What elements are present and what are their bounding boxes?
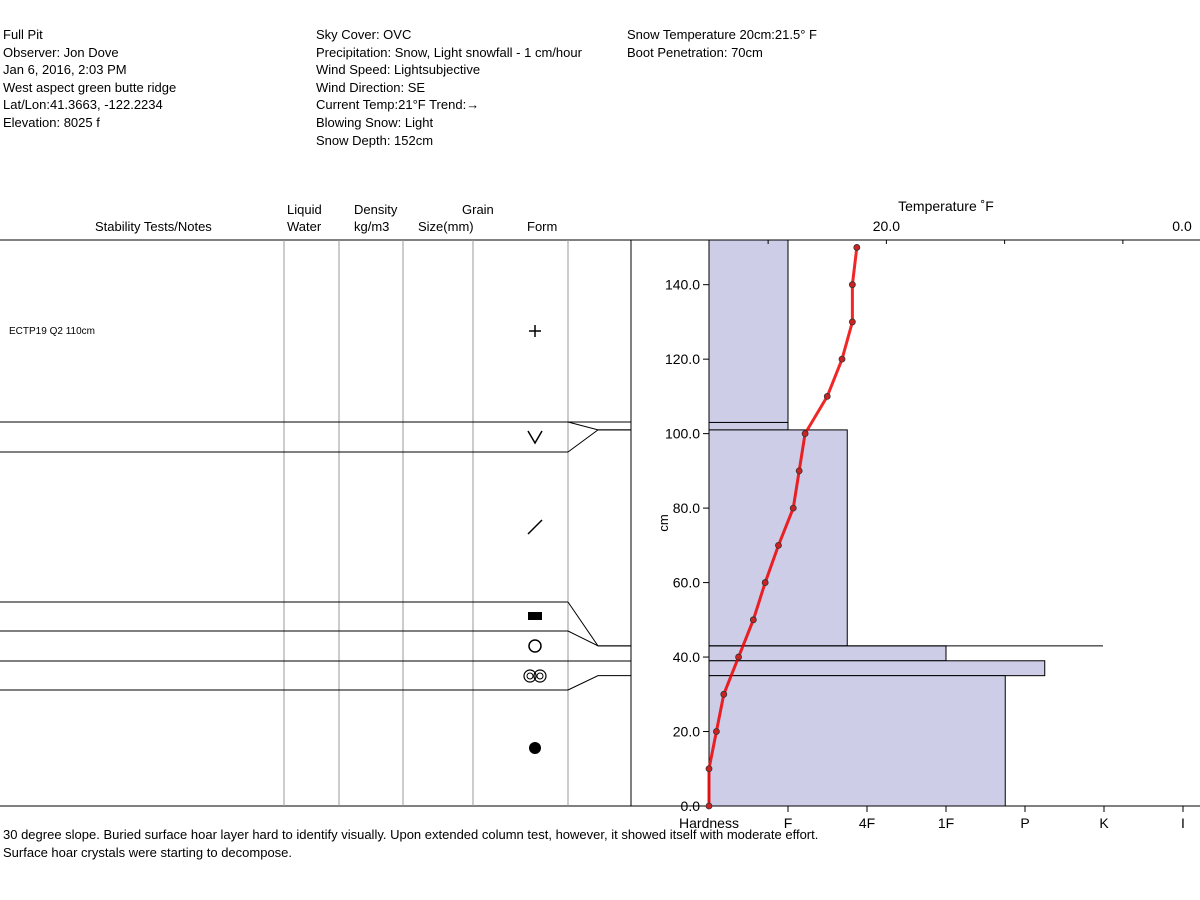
melt-forms-icon [524,670,546,682]
temperature-point [750,617,756,623]
temp-axis-label: Temperature ˚F [898,198,994,214]
temperature-point [736,654,742,660]
temperature-point [796,468,802,474]
footer-notes: 30 degree slope. Buried surface hoar layer hard to identify visually. Upon extended column test, however, it showed itself with moderate effort. Surface hoar crystals were starting to decompose. [3,827,819,860]
faceted-crystals-icon [528,612,542,620]
hardness-tick-label: I [1181,815,1185,831]
form-header: Form [527,219,558,234]
hardness-bar [709,676,1005,806]
hardness-tick-label: K [1099,815,1109,831]
ice-formation-icon [529,742,541,754]
y-axis-label: cm [656,514,671,532]
surface-hoar-icon [528,431,542,443]
y-tick-label: 20.0 [672,723,700,740]
left-line: West aspect green butte ridge [3,79,177,95]
temperature-point [802,431,808,437]
hardness-bar [709,430,847,646]
temperature-point [854,244,860,250]
hardness-tick-label: F [783,815,793,831]
liquid-header-1: Liquid [287,202,322,217]
hardness-tick-label: 1F [937,815,955,831]
density-header-1: Density [354,202,398,217]
y-tick-label: 140.0 [664,276,700,293]
right-line: Snow Temperature 20cm:21.5° F [627,27,817,42]
temperature-point [790,505,796,511]
middle-line: Current Temp:21°F Trend:→ [316,97,480,113]
layer-connector [568,430,631,452]
hardness-axis-label: Hardness [679,815,739,831]
stability-header: Stability Tests/Notes [95,219,212,234]
middle-line: Precipitation: Snow, Light snowfall - 1 cm/hour [316,44,582,60]
temperature-point [706,803,712,809]
left-line: Observer: Jon Dove [3,44,119,60]
hardness-bar [709,646,946,661]
y-tick-label: 100.0 [664,425,700,442]
temperature-point [839,356,845,362]
hardness-tick-label: P [1020,815,1030,831]
y-tick-label: 40.0 [672,649,700,666]
temperature-point [721,691,727,697]
hardness-bar [709,422,788,429]
y-tick-label: 80.0 [672,500,700,517]
temp-tick-label: 0.0 [1172,218,1192,234]
layer-connector [568,631,631,646]
y-tick-label: 0.0 [680,798,700,814]
layer-connector [568,422,631,430]
temperature-point [824,393,830,399]
temperature-point [775,542,781,548]
rounded-grains-icon [529,640,541,652]
grain-header-2: Size(mm) [418,219,474,234]
temp-tick-label: 20.0 [872,218,900,234]
middle-line: Wind Speed: Lightsubjective [316,62,481,78]
grain-header-1: Grain [462,202,494,217]
temperature-point [849,282,855,288]
density-header-2: kg/m3 [354,219,390,234]
y-tick-label: 120.0 [664,351,700,368]
hardness-bar [709,240,788,422]
right-line: Boot Penetration: 70cm [627,44,763,60]
layer-connector [568,676,631,690]
temperature-point [849,319,855,325]
temperature-point [706,766,712,772]
middle-line: Blowing Snow: Light [316,114,434,130]
left-line: Full Pit [3,27,43,42]
middle-line: Sky Cover: OVC [316,27,412,42]
decomposing-fragments-icon [528,520,542,534]
left-line: Elevation: 8025 f [3,114,100,130]
temperature-point [713,729,719,735]
hardness-tick-label: 4F [858,815,876,831]
plus-icon [529,325,541,337]
hardness-bar [709,661,1045,676]
left-line: Lat/Lon:41.3663, -122.2234 [3,97,163,113]
layer-connector [568,602,631,646]
middle-line: Wind Direction: SE [316,79,426,95]
liquid-header-2: Water [287,219,322,234]
middle-line: Snow Depth: 152cm [316,132,434,148]
temperature-point [762,580,768,586]
y-tick-label: 60.0 [672,574,700,591]
stability-test-note: ECTP19 Q2 110cm [9,326,95,337]
left-line: Jan 6, 2016, 2:03 PM [3,62,127,78]
